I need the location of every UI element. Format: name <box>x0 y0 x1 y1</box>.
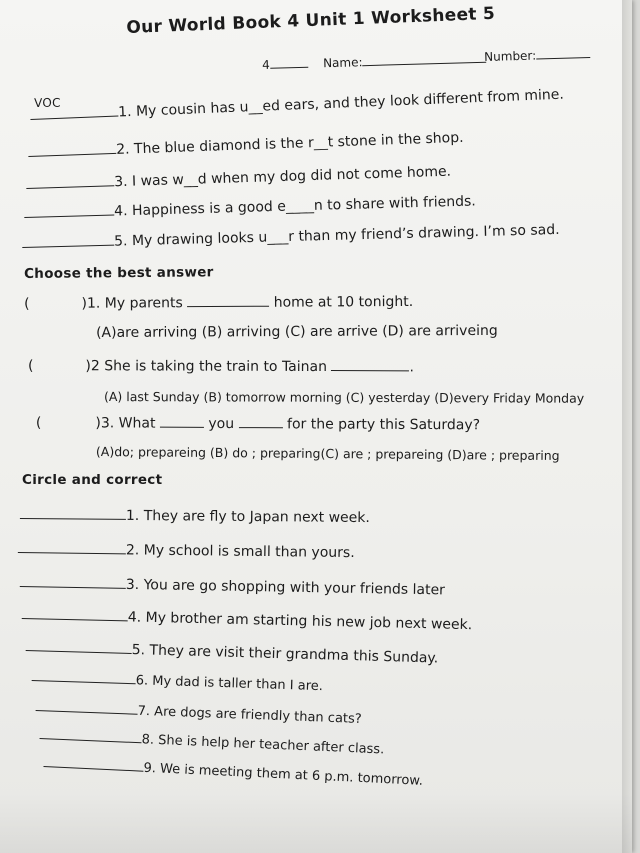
circle-item-text: 9. We is meeting them at 6 p.m. tomorrow. <box>143 760 424 789</box>
voc-item-text: 2. The blue diamond is the r__t stone in the shop. <box>115 129 464 158</box>
q3-mid: you <box>208 415 235 433</box>
q3-rest: for the party this Saturday? <box>286 416 481 434</box>
number-blank[interactable] <box>536 47 590 60</box>
number-row <box>484 47 590 64</box>
choose-heading: Choose the best answer <box>24 264 214 282</box>
choose-q1-options: (A)are arriving (B) arriving (C) are arrive (D) are arriveing <box>96 322 498 341</box>
circle-item-text: 2. My school is small than yours. <box>125 542 355 562</box>
voc-item <box>30 87 564 124</box>
answer-blank[interactable] <box>24 204 114 218</box>
circle-item-text: 7. Are dogs are friendly than cats? <box>137 703 362 727</box>
answer-blank[interactable] <box>32 670 136 684</box>
name-blank[interactable] <box>362 52 486 66</box>
answer-blank[interactable] <box>26 640 132 654</box>
choose-q3 <box>36 415 480 433</box>
answer-blank[interactable] <box>28 143 116 157</box>
voc-item <box>28 130 464 161</box>
name-label: Name: <box>322 55 363 71</box>
voc-item-text: 4. Happiness is a good e____n to share with friends. <box>113 193 476 220</box>
circle-item <box>20 575 445 598</box>
circle-item-text: 1. They are fly to Japan next week. <box>125 507 370 527</box>
number-label: Number: <box>484 48 537 64</box>
answer-blank[interactable] <box>22 608 128 621</box>
voc-item-text: 1. My cousin has u__ed ears, and they look different from mine. <box>117 86 565 121</box>
circle-heading: Circle and correct <box>22 472 163 488</box>
answer-blank[interactable] <box>331 360 409 371</box>
q3-stem: )3. What <box>95 415 156 432</box>
circle-item <box>39 728 384 757</box>
answer-paren-open: ( <box>24 295 30 312</box>
answer-blank[interactable] <box>22 235 114 248</box>
q1-stem: )1. My parents <box>81 295 183 312</box>
circle-item-text: 6. My dad is taller than I are. <box>135 673 324 695</box>
circle-item-text: 8. She is help her teacher after class. <box>141 732 385 758</box>
page-shadow <box>0 793 632 853</box>
answer-paren-open: ( <box>27 358 34 375</box>
answer-blank[interactable] <box>20 576 126 589</box>
class-blank[interactable] <box>270 57 308 69</box>
choose-q2-options: (A) last Sunday (B) tomorrow morning (C) yesterday (D)every Friday Monday <box>103 389 585 406</box>
circle-item <box>20 507 370 526</box>
answer-blank[interactable] <box>160 417 204 428</box>
circle-item <box>26 639 439 667</box>
voc-item-text: 5. My drawing looks u___r than my friend’s drawing. I’m so sad. <box>113 221 560 250</box>
choose-q3-options: (A)do; prepareing (B) do ; preparing(C) are ; prepareing (D)are ; preparing <box>95 444 560 464</box>
q2-end: . <box>409 359 414 376</box>
circle-item-text: 4. My brother am starting his new job next week. <box>127 609 473 634</box>
answer-blank[interactable] <box>187 296 269 307</box>
q1-rest: home at 10 tonight. <box>273 293 414 311</box>
answer-blank[interactable] <box>43 756 143 772</box>
answer-paren-open: ( <box>35 415 42 432</box>
answer-blank[interactable] <box>18 542 126 554</box>
circle-item <box>43 756 423 789</box>
circle-item <box>35 700 361 727</box>
voc-item <box>24 193 476 222</box>
circle-item <box>18 541 355 561</box>
circle-item <box>32 670 324 694</box>
answer-blank[interactable] <box>36 700 138 715</box>
q2-stem: )2 She is taking the train to Tainan <box>85 358 328 376</box>
circle-item-text: 3. You are go shopping with your friends later <box>125 576 446 599</box>
answer-blank[interactable] <box>40 728 142 743</box>
class-prefix: 4 <box>262 57 271 72</box>
answer-blank[interactable] <box>239 417 283 428</box>
answer-blank[interactable] <box>20 508 126 520</box>
header-row <box>262 52 487 72</box>
choose-q1 <box>24 294 413 312</box>
answer-blank[interactable] <box>30 105 118 120</box>
worksheet-title: Our World Book 4 Unit 1 Worksheet 5 <box>126 3 496 38</box>
paper-edge <box>622 0 632 853</box>
circle-item-text: 5. They are visit their grandma this Sunday. <box>131 641 439 667</box>
voc-item-text: 3. I was w__d when my dog did not come home. <box>113 163 452 191</box>
voc-item <box>26 164 451 193</box>
answer-blank[interactable] <box>26 175 114 189</box>
circle-item <box>22 607 473 633</box>
choose-q2 <box>28 358 414 375</box>
voc-item <box>22 222 560 252</box>
voc-heading: VOC <box>34 95 61 110</box>
